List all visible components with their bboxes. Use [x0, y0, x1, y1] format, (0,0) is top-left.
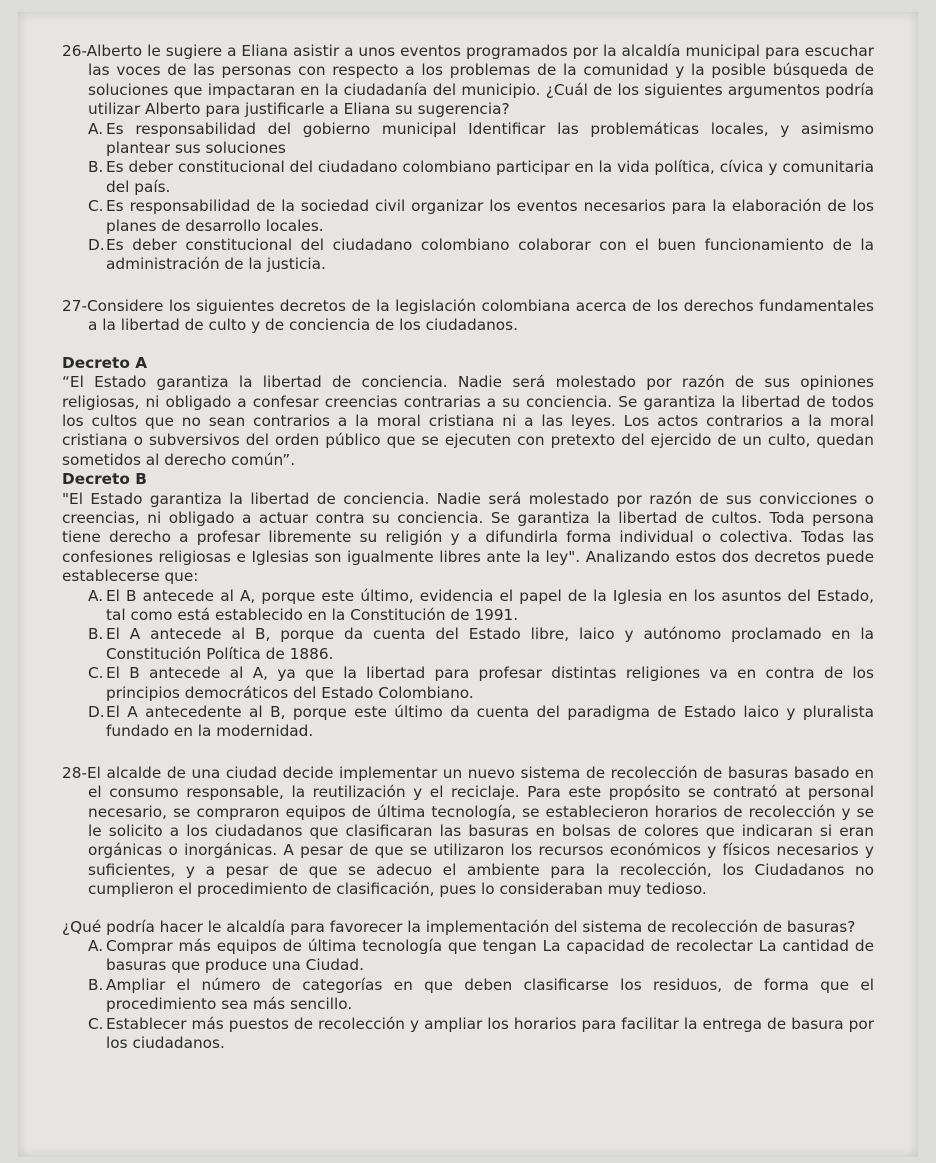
option-text: El B antecede al A, ya que la libertad para profesar distintas religiones va en contra de los principios democráticos del Estado Colombiano.: [106, 664, 874, 702]
question-28-prompt: ¿Qué podría hacer le alcaldía para favorecer la implementación del sistema de recolección de basuras?: [62, 917, 856, 936]
question-26-option-c: [62, 197, 874, 236]
option-letter: B.: [88, 975, 104, 994]
option-text: Ampliar el número de categorías en que deben clasificarse los residuos, de forma que el procedimiento sea más sencillo.: [106, 975, 874, 1014]
option-letter: C.: [88, 1014, 104, 1033]
option-text: Establecer más puestos de recolección y ampliar los horarios para facilitar la entrega de basura por los ciudadanos.: [106, 1014, 874, 1053]
option-letter: A.: [88, 119, 104, 138]
option-letter: A.: [88, 937, 104, 956]
question-27: [62, 297, 874, 742]
decree-b-text: "El Estado garantiza la libertad de conciencia. Nadie será molestado por razón de sus convicciones o creencias, ni obligado a actuar contra su conciencia. Se garantiza la libertad de cultos. Toda persona tiene derecho a profesar libremente su religión y a difundirla forma individual o colectiva. Todas las confesiones religiosas e Iglesias son igualmente libres ante la ley". Analizando estos dos decretos puede establecerse que:: [62, 489, 874, 586]
option-text: El A antecedente al B, porque este último da cuenta del paradigma de Estado laico y pluralista fundado en la modernidad.: [106, 703, 874, 741]
document-page: [18, 12, 918, 1157]
option-text: Es deber constitucional del ciudadano colombiano participar en la vida política, cívica y comunitaria del país.: [106, 158, 874, 196]
question-27-option-a: [62, 587, 874, 626]
question-27-option-d: [62, 703, 874, 742]
question-28-option-a: [62, 937, 874, 976]
question-28-option-c: [62, 1015, 874, 1054]
question-26-option-d: [62, 236, 874, 275]
question-26-option-a: [62, 120, 874, 159]
question-28: [62, 764, 874, 1054]
question-28-stem: 28-El alcalde de una ciudad decide implementar un nuevo sistema de recolección de basuras basado en el consumo responsable, la reutilización y el reciclaje. Para este propósito se contrató at personal necesario, se compraron equipos de última tecnología, se establecieron horarios de recolección y se le solicito a los ciudadanos que clasificaran las basuras en bolsas de colores que indicaran si eran orgánicas o inorgánicas. A pesar de que se utilizaron los recursos económicos y físicos necesarios y suficientes, y a pesar de que se adecuo el ambiente para la recolección, los Ciudadanos no cumplieron el procedimiento de clasificación, pues lo consideraban muy tedioso.: [62, 763, 874, 899]
option-letter: C.: [88, 197, 104, 216]
decree-a-title: Decreto A: [62, 353, 148, 372]
question-26-option-b: [62, 158, 874, 197]
option-letter: A.: [88, 586, 104, 605]
question-27-option-c: [62, 664, 874, 703]
option-letter: B.: [88, 625, 104, 644]
decree-b-title: Decreto B: [62, 470, 147, 489]
question-28-option-b: [62, 976, 874, 1015]
question-26-stem: 26-Alberto le sugiere a Eliana asistir a unos eventos programados por la alcaldía municipal para escuchar las voces de las personas con respecto a los problemas de la comunidad y la posible búsqueda de soluciones que impactaran en la ciudadanía del municipio. ¿Cuál de los siguientes argumentos podría utilizar Alberto para justificarle a Eliana su sugerencia?: [62, 42, 874, 119]
question-27-stem: 27-Considere los siguientes decretos de la legislación colombiana acerca de los derechos fundamentales a la libertad de culto y de conciencia de los ciudadanos.: [62, 296, 874, 335]
option-text: Es responsabilidad de la sociedad civil organizar los eventos necesarios para la elaboración de los planes de desarrollo locales.: [106, 197, 874, 235]
option-text: El A antecede al B, porque da cuenta del Estado libre, laico y autónomo proclamado en la Constitución Política de 1886.: [106, 625, 874, 663]
option-text: Es deber constitucional del ciudadano colombiano colaborar con el buen funcionamiento de la administración de la justicia.: [106, 236, 874, 274]
decree-a-text: “El Estado garantiza la libertad de conciencia. Nadie será molestado por razón de sus opiniones religiosas, ni obligado a confesar creencias contrarias a su conciencia. Se garantiza la libertad de todos los cultos que no sean contrarios a la moral cristiana ni a las leyes. Los actos contrarios a la moral cristiana o subversivos del orden público que se ejecuten con pretexto del ejercido de un culto, quedan sometidos al derecho común”.: [62, 373, 874, 469]
option-text: Comprar más equipos de última tecnología que tengan La capacidad de recolectar La cantidad de basuras que produce una Ciudad.: [106, 937, 874, 975]
question-26: [62, 42, 874, 275]
option-letter: B.: [88, 158, 104, 177]
question-27-option-b: [62, 625, 874, 664]
option-letter: C.: [88, 664, 104, 683]
document-content: [62, 42, 874, 1054]
option-letter: D.: [88, 236, 105, 255]
option-text: Es responsabilidad del gobierno municipal Identificar las problemáticas locales, y asimismo plantear sus soluciones: [106, 119, 874, 158]
option-text: El B antecede al A, porque este último, evidencia el papel de la Iglesia en los asuntos del Estado, tal como está establecido en la Constitución de 1991.: [106, 586, 874, 624]
option-letter: D.: [88, 703, 105, 721]
